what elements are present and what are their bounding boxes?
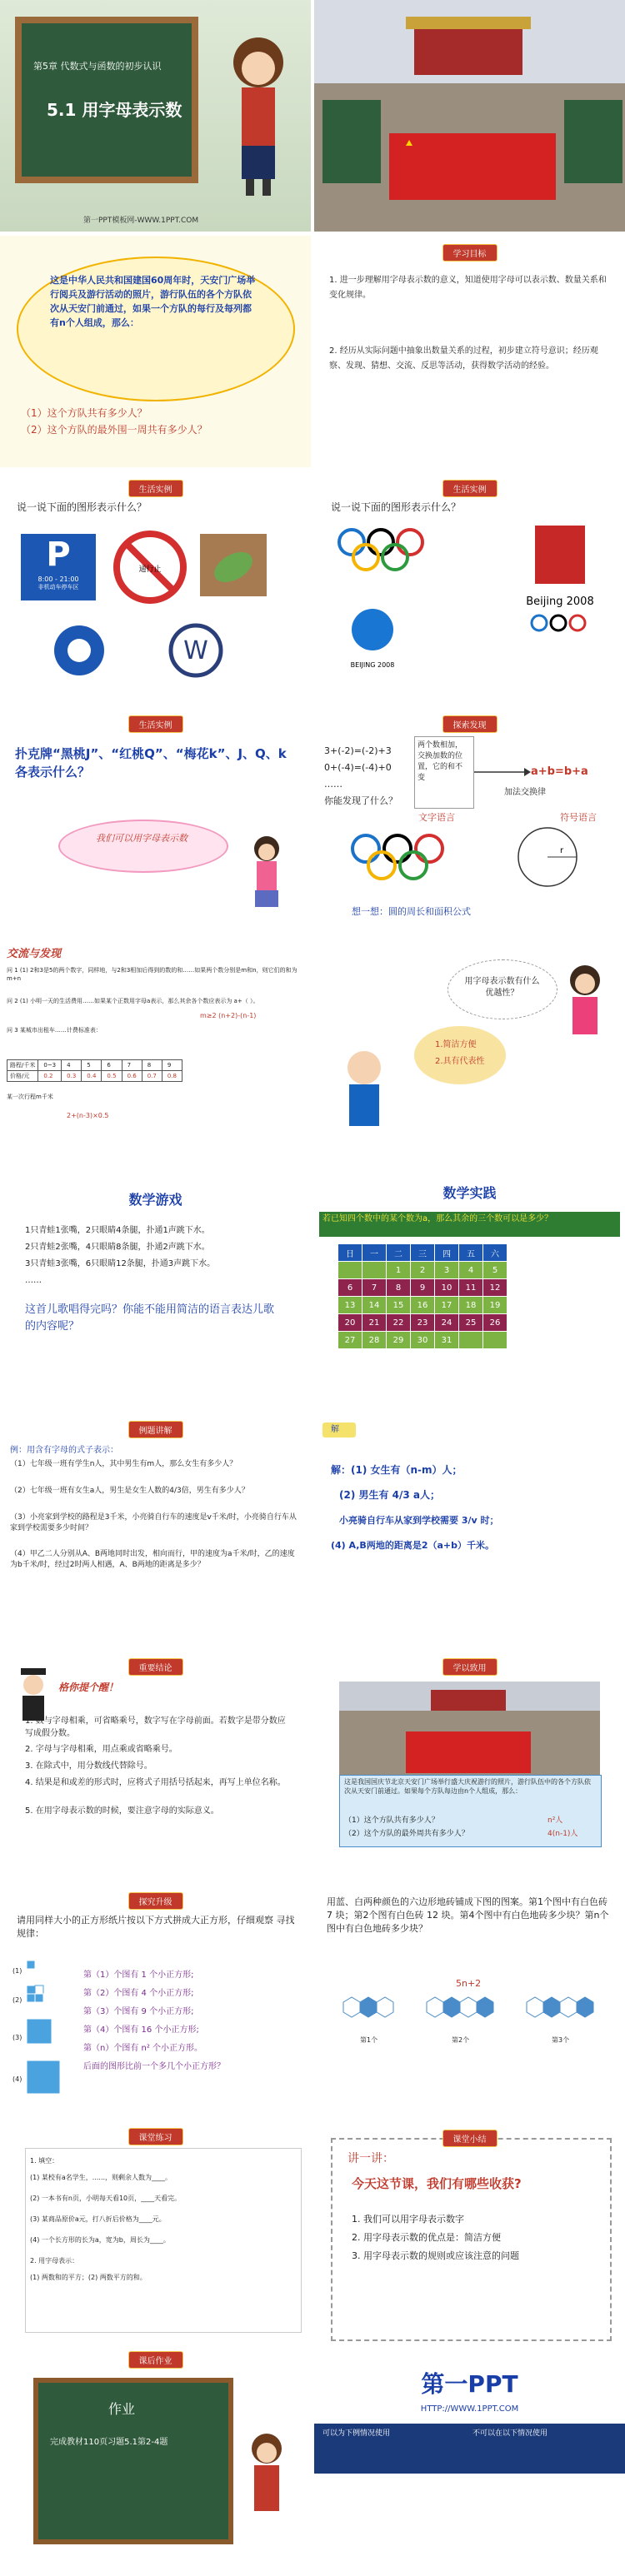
calendar-day: 4 [459, 1262, 483, 1279]
intro-text: 若已知四个数中的某个数为a，那么其余的三个数可以是多少？ [322, 1214, 553, 1223]
rhyme-line-3: 3只青蛙3张嘴，6只眼睛12条腿，扑通3声跳下水。 [25, 1259, 216, 1268]
tag-conclusion: 重要结论 [128, 1658, 183, 1676]
calendar-day: 18 [459, 1297, 483, 1314]
calendar-weekday: 四 [435, 1244, 459, 1262]
rule-3: 3. 在除式中，用分数线代替除号。 [25, 1761, 152, 1771]
no-entry-sign [112, 530, 188, 605]
calendar-day: 19 [483, 1297, 508, 1314]
calendar-day: 16 [411, 1297, 435, 1314]
line-5: (4) 一个长方形的长为a，宽为b，周长为____。 [30, 2236, 170, 2244]
circle-diagram [514, 824, 581, 890]
chapter-title: 第5章 代数式与函数的初步认识 [33, 61, 162, 72]
rule-2: 2. 字母与字母相乘，用点乘或省略乘号。 [25, 1745, 178, 1754]
slide-title: 数学实践 [442, 1185, 497, 1201]
answer-2: 4(n-1)人 [548, 1830, 578, 1838]
point-1: 1.简洁方便 [435, 1040, 477, 1049]
calendar-weekday: 三 [411, 1244, 435, 1262]
teacher-figure [238, 2428, 296, 2553]
vw-logo [167, 621, 225, 680]
summary-3: 3. 用字母表示数的规则或应该注意的问题 [352, 2250, 519, 2261]
ask-text: 你能发现了什么？ [324, 795, 398, 806]
slide-8b[interactable] [314, 943, 625, 1174]
goal-2: 2. 经历从实际问题中抽象出数量关系的过程，初步建立符号意识；经历观察、发现、猜想、交流、反思等活动，获得数学活动的经验。 [329, 346, 598, 371]
calendar-day [459, 1332, 483, 1349]
calendar [338, 1243, 508, 1349]
slide-1-photo[interactable] [314, 0, 625, 232]
tag-example: 例题讲解 [128, 1421, 183, 1438]
talk-label: 讲一讲： [348, 2152, 394, 2165]
slide-9[interactable] [0, 1178, 311, 1410]
calendar-day: 10 [435, 1279, 459, 1297]
footer-text: 第一PPT模板网-WWW.1PPT.COM [83, 217, 199, 225]
calendar-day: 2 [411, 1262, 435, 1279]
slide-15[interactable] [0, 1886, 311, 2117]
answer-1: 解：(1) 女生有（n-m）人； [331, 1464, 462, 1476]
question-2: （2）这个方队的最外周共有多少人？ [344, 1830, 469, 1838]
rule-item-5: 第（n）个图有 n² 个小正方形。 [83, 2044, 203, 2053]
formula: a+b=b+a [531, 765, 588, 778]
line-1: 1. 填空： [30, 2157, 59, 2165]
fig-label-3: 第3个 [552, 2036, 570, 2044]
calendar-day: 6 [338, 1279, 362, 1297]
calendar-weekday: 二 [387, 1244, 411, 1262]
beijing-small-emblem [339, 596, 406, 688]
equation-2: 0+(-4)=(-4)+0 [324, 762, 392, 773]
slide-10[interactable] [314, 1178, 625, 1410]
calendar-day: 31 [435, 1332, 459, 1349]
tag-apply: 学以致用 [442, 1658, 498, 1676]
calendar-day [483, 1332, 508, 1349]
olympic-rings [348, 832, 456, 882]
olympic-rings [335, 526, 435, 575]
calendar-weekday: 五 [459, 1244, 483, 1262]
question: 这首儿歌唱得完吗？你能不能用简洁的语言表达儿歌的内容呢？ [25, 1303, 275, 1333]
tag-life-example: 生活实例 [442, 480, 498, 497]
arrow-icon [472, 764, 531, 780]
problem-3: 问 3 某城市出租车……计费标准表： [7, 1027, 102, 1034]
calendar-day: 12 [483, 1279, 508, 1297]
slide-2[interactable] [0, 236, 311, 467]
calendar-weekday: 一 [362, 1244, 387, 1262]
problem-2: 问 2 (1) 小明一天的生活费用……如果某个正数用字母a表示，那么其余各个数应表示为 a+（ ）。 [7, 998, 259, 1004]
slide-4[interactable] [0, 471, 311, 703]
summary-2: 2. 用字母表示数的优点是：简洁方便 [352, 2232, 501, 2243]
slide-13[interactable] [0, 1650, 311, 1881]
rhyme-line-2: 2只青蛙2张嘴，4只眼睛8条腿，扑通2声跳下水。 [25, 1243, 210, 1252]
prompt: 说一说下面的图形表示什么？ [331, 501, 462, 513]
bubble-text: 用字母表示数有什么优越性？ [464, 977, 540, 998]
calendar-day: 24 [435, 1314, 459, 1332]
tag-explore-up: 探究升级 [128, 1892, 183, 1910]
leaf-picture [200, 534, 267, 596]
example-q2: （2）七年级一班有女生a人，男生是女生人数的4/3倍，男生有多少人？ [10, 1487, 249, 1495]
question-2: （2）这个方队的最外围一周共有多少人？ [21, 424, 208, 436]
tag-learning-goals: 学习目标 [442, 244, 498, 262]
answer-text: 某一次行程m千米 [7, 1094, 53, 1100]
teacher-figure [212, 25, 304, 200]
forbidden-head: 不可以在以下情况使用 [472, 2429, 548, 2438]
calendar-day: 22 [387, 1314, 411, 1332]
rule-item-6: 后面的图形比前一个多几个小正方形？ [83, 2062, 225, 2071]
rule-item-1: 第（1）个图有 1 个小正方形; [83, 1971, 194, 1980]
slide-11[interactable] [0, 1414, 311, 1646]
fig-label-1: (1) [12, 1967, 22, 1975]
example-q1: （1）七年级一班有学生n人，其中男生有m人，那么女生有多少人？ [10, 1460, 238, 1468]
girl-figure [242, 832, 292, 924]
hexagon-patterns [327, 1994, 614, 2060]
tag-practice: 课堂练习 [128, 2128, 183, 2145]
slide-7[interactable] [314, 707, 625, 939]
calendar-day: 25 [459, 1314, 483, 1332]
homework-text: 完成教材110页习题5.1第2-4题 [50, 2438, 168, 2447]
calendar-day: 26 [483, 1314, 508, 1332]
speech-bubble [58, 820, 228, 873]
slide-3[interactable] [314, 236, 625, 467]
tag-homework: 课后作业 [128, 2351, 183, 2369]
beijing-2008-emblem [514, 521, 606, 646]
tag-explore: 探索发现 [442, 715, 498, 733]
calendar-day: 5 [483, 1262, 508, 1279]
story-text: 这是中华人民共和国建国60周年时，天安门广场举行阅兵及游行活动的照片，游行队伍的各个方队依次从天安门前通过，如果一个方队的每行及每列都有n个人组成，那么： [50, 275, 256, 328]
problem-1: 问 1 (1) 2和3是5的两个数字，同样地，与2和3相加后得到的数的和……如果两个数分别是m和n，则它们的和为 m+n [7, 967, 298, 982]
brand-url[interactable]: HTTP://WWW.1PPT.COM [420, 2404, 519, 2414]
svg-text:r: r [560, 846, 564, 855]
rule-5: 5. 在用字母表示数的时候，要注意字母的实际意义。 [25, 1806, 219, 1816]
calendar-day: 23 [411, 1314, 435, 1332]
slide-18[interactable] [314, 2121, 625, 2353]
calendar-day: 11 [459, 1279, 483, 1297]
calendar-day [362, 1262, 387, 1279]
calendar-weekday: 六 [483, 1244, 508, 1262]
answer-4: (4) A,B两地的距离是2（a+b）千米。 [331, 1540, 494, 1551]
allowed-head: 可以为下例情况使用 [322, 2429, 391, 2438]
slide-19[interactable] [0, 2344, 311, 2576]
slide-title: 数学游戏 [128, 1192, 182, 1208]
fig-label-4: (4) [12, 2075, 22, 2083]
svg-text:通行止: 通行止 [138, 566, 162, 574]
question-text: 这是我国国庆节北京天安门广场举行盛大庆祝游行的照片，游行队伍中的各个方队依次从天安门前通过。如果每个方队每边由n个人组成，那么： [344, 1778, 591, 1795]
prompt: 说一说下面的图形表示什么？ [17, 501, 148, 513]
tag-solution-label: 解 [331, 1425, 339, 1434]
homework-title: 作业 [108, 2401, 136, 2417]
formula-2: 2+(n-3)×0.5 [67, 1112, 109, 1119]
line-2: (1) 某校有a名学生，......，则剩余人数为____。 [30, 2174, 172, 2181]
slide-8[interactable] [0, 943, 311, 1174]
rhyme-line-1: 1只青蛙1张嘴，2只眼睛4条腿，扑通1声跳下水。 [25, 1226, 210, 1235]
calendar-day: 14 [362, 1297, 387, 1314]
boy-figure [331, 1043, 398, 1168]
bubble-text: 我们可以用字母表示数 [96, 833, 188, 844]
poker-question: 扑克牌“黑桃J”、“红桃Q”、“梅花k”、J、Q、k各表示什么？ [15, 746, 287, 780]
slide-20[interactable] [314, 2344, 625, 2576]
banner-text: 格你提个醒！ [58, 1682, 119, 1693]
question-1: （1）这个方队共有多少人？ [21, 407, 148, 419]
svg-text:W: W [183, 636, 208, 665]
tag-summary: 课堂小结 [442, 2130, 498, 2147]
tag-solution [322, 1423, 356, 1437]
slide-6[interactable] [0, 707, 311, 939]
tile-question: 用蓝、白两种颜色的六边形地砖铺成下图的图案。第1个图中有白色砖 7 块；第2个图有白色砖 12 块。第4个图中有白色地砖多少块？第n个图中有白色地砖多少块？ [327, 1896, 609, 1934]
example-q3: （3）小亮家到学校的路程是3千米，小亮骑自行车的速度是v千米/时，小亮骑自行车从家到学校需要多少时间？ [10, 1513, 297, 1532]
calendar-day: 17 [435, 1297, 459, 1314]
answer: 5n+2 [456, 1978, 482, 1989]
square-figures [27, 1961, 77, 2110]
calendar-weekday: 日 [338, 1244, 362, 1262]
question-1: （1）这个方队共有多少人？ [344, 1816, 439, 1825]
symbol-language: 符号语言 [560, 812, 597, 823]
example-head: 例：用含有字母的式子表示： [10, 1446, 118, 1455]
summary-head: 今天这节课，我们有哪些收获? [352, 2176, 522, 2191]
slide-12[interactable] [314, 1414, 625, 1646]
law-text: 两个数相加，交换加数的位置，它的和不变 [418, 741, 463, 782]
ellipsis: …… [25, 1276, 42, 1285]
equation-1: 3+(-2)=(-2)+3 [324, 745, 392, 756]
calendar-day: 9 [411, 1279, 435, 1297]
slide-17[interactable] [0, 2121, 311, 2353]
line-6: 2. 用字母表示： [30, 2257, 79, 2265]
calendar-day: 7 [362, 1279, 387, 1297]
fig-label-1: 第1个 [360, 2036, 378, 2044]
tag-life-example: 生活实例 [128, 715, 183, 733]
tag-life-example: 生活实例 [128, 480, 183, 497]
answer-3: 小亮骑自行车从家到学校需要 3/v 时； [339, 1515, 499, 1526]
slide-1[interactable] [0, 0, 311, 232]
line-4: (3) 某商品原价a元，打八折后价格为____元。 [30, 2215, 166, 2223]
intro-text: 请用同样大小的正方形纸片按以下方式拼成大正方形，仔细观察 寻找规律： [17, 1915, 295, 1939]
svg-text:BEIJING 2008: BEIJING 2008 [350, 661, 395, 669]
calendar-day: 15 [387, 1297, 411, 1314]
slide-14[interactable] [314, 1650, 625, 1881]
rule-item-2: 第（2）个图有 4 个小正方形; [83, 1989, 194, 1998]
law-name: 加法交换律 [504, 788, 546, 797]
word-language: 文字语言 [418, 812, 455, 823]
calendar-day: 1 [387, 1262, 411, 1279]
example-q4: （4）甲乙二人分别从A、B两地同时出发，相向而行，甲的速度为a千米/时，乙的速度为b千米/时，经过2时两人相遇，A、B两地的距离是多少？ [10, 1550, 295, 1569]
summary-1: 1. 我们可以用字母表示数字 [352, 2214, 464, 2225]
parade-photo [314, 0, 625, 232]
calendar-day: 28 [362, 1332, 387, 1349]
rule-item-4: 第（4）个图有 16 个小正方形; [83, 2025, 199, 2035]
girl-figure [556, 959, 614, 1068]
line-7: (1) 两数和的平方；(2) 两数平方的和。 [30, 2274, 147, 2281]
fare-table: 路程/千米 0~3 4 5 6 7 8 9 价格/元 0.2 0.3 0.4 0.5 0.6 0.7 0.8 [7, 1059, 182, 1082]
fig-label-2: 第2个 [452, 2036, 470, 2044]
think-text: 想一想：圆的周长和面积公式 [352, 906, 471, 917]
fig-label-3: (3) [12, 2034, 22, 2041]
formula-1: m≥2 (n+2)-(n-1) [200, 1012, 257, 1019]
slide-5[interactable] [314, 471, 625, 703]
calendar-day: 29 [387, 1332, 411, 1349]
rule-4: 4. 结果是和或差的形式时，应将式子用括号括起来，再写上单位名称。 [25, 1778, 286, 1787]
svg-text:Beijing 2008: Beijing 2008 [526, 595, 594, 608]
slide-16[interactable] [314, 1886, 625, 2117]
calendar-day [338, 1262, 362, 1279]
calendar-day: 21 [362, 1314, 387, 1332]
line-3: (2) 一本书有n页，小明每天看10页，____天看完。 [30, 2195, 182, 2202]
calendar-day: 30 [411, 1332, 435, 1349]
rule-item-3: 第（3）个图有 9 个小正方形; [83, 2007, 194, 2016]
calendar-day: 3 [435, 1262, 459, 1279]
brand: 第一PPT [421, 2370, 518, 2398]
goal-1: 1. 进一步理解用字母表示数的意义，知道使用字母可以表示数、数量关系和变化规律。 [329, 276, 607, 300]
calendar-day: 20 [338, 1314, 362, 1332]
ellipsis: …… [324, 779, 342, 790]
calendar-day: 8 [387, 1279, 411, 1297]
answer-2: (2) 男生有 4/3 a人； [339, 1489, 441, 1501]
answer-1: n²人 [548, 1816, 563, 1825]
parade-photo [339, 1682, 600, 1781]
parking-sign: P 8:00 - 21:00 非机动车停车区 [21, 534, 96, 600]
fig-label-2: (2) [12, 1996, 22, 2004]
rule-1: 1. 数与字母相乘，可省略乘号，数字写在字母前面。若数字是带分数应写成假分数。 [25, 1717, 286, 1738]
calendar-day: 13 [338, 1297, 362, 1314]
slide-title: 交流与发现 [7, 948, 62, 960]
slide-title: 5.1 用字母表示数 [47, 100, 182, 120]
point-2: 2.具有代表性 [435, 1057, 485, 1066]
logo-circle [50, 621, 108, 680]
calendar-day: 27 [338, 1332, 362, 1349]
